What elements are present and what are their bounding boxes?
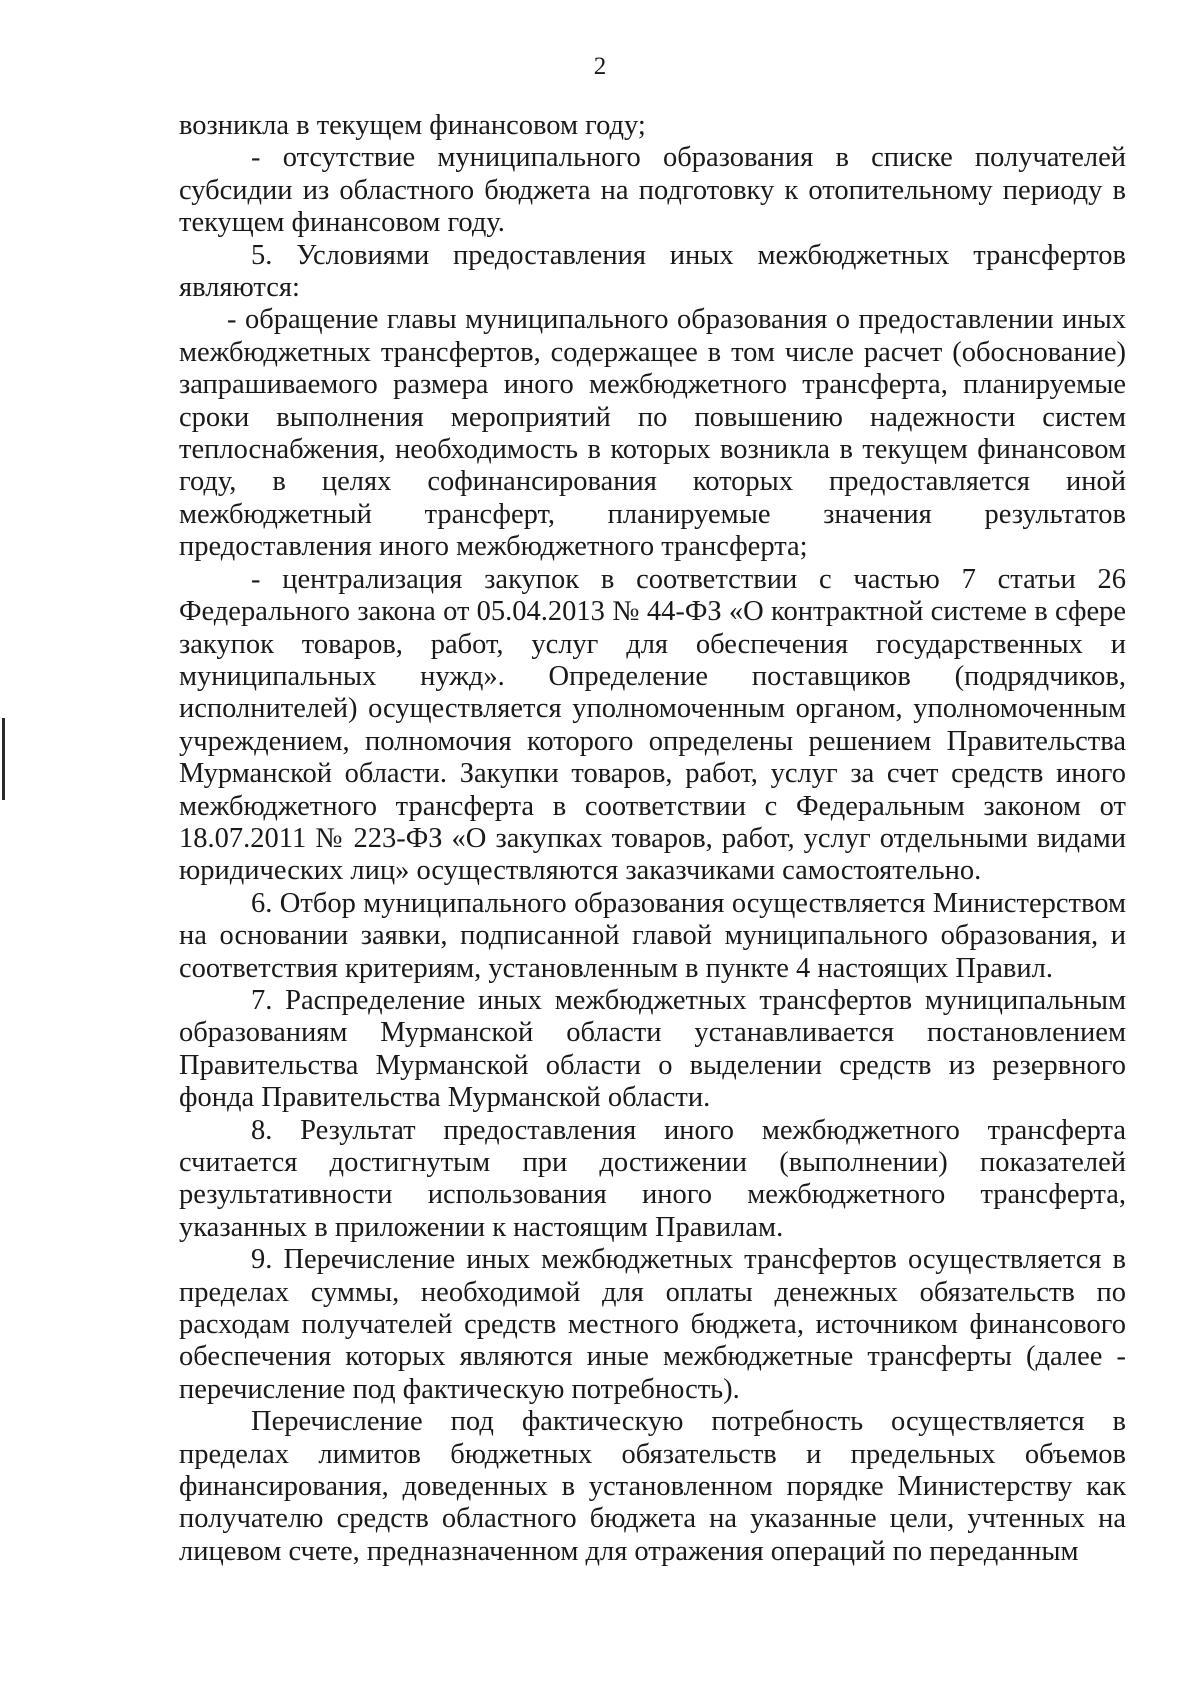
paragraph-transfer-limits: Перечисление под фактическую потребность осуществляется в пределах лимитов бюджетных обязательств и предельных объемов финансирования, доведенных в установленном порядке Министерству как получателю средств областного бюджета на указанные цели, учтенных на лицевом счете, предназначенном для отражения операций по переданным <box>179 1406 1126 1567</box>
paragraph-centralization-of-purchases: - централизация закупок в соответствии с частью 7 статьи 26 Федерального закона от 05.04.2013 № 44-ФЗ «О контрактной системе в сфере закупок товаров, работ, услуг для обеспечения государственных и муниципальных нужд». Определение поставщиков (подрядчиков, исполнителей) осуществляется уполномоченным органом, уполномоченным учреждением, полномочия которого определены решением Правительства Мурманской области. Закупки товаров, работ, услуг за счет средств иного межбюджетного трансферта в соответствии с Федеральным законом от 18.07.2011 № 223-ФЗ «О закупках товаров, работ, услуг отдельными видами юридических лиц» осуществляются заказчиками самостоятельно. <box>179 563 1126 887</box>
paragraph-criterion-absence: - отсутствие муниципального образования в списке получателей субсидии из областного бюджета на подготовку к отопительному периоду в текущем финансовом году. <box>179 142 1126 239</box>
page-number: 2 <box>593 53 607 80</box>
paragraph-6-selection: 6. Отбор муниципального образования осуществляется Министерством на основании заявки, подписанной главой муниципального образования, и соответствия критериям, установленным в пункте 4 настоящих Правил. <box>179 887 1126 984</box>
paragraph-continuation: возникла в текущем финансовом году; <box>179 110 646 141</box>
document-body <box>179 110 1126 1568</box>
scan-edge-mark <box>2 718 5 800</box>
paragraph-request-of-head: - обращение главы муниципального образования о предоставлении иных межбюджетных трансфертов, содержащее в том числе расчет (обоснование) запрашиваемого размера иного межбюджетного трансферта, планируемые сроки выполнения мероприятий по повышению надежности систем теплоснабжения, необходимость в которых возникла в текущем финансовом году, в целях софинансирования которых предоставляется иной межбюджетный трансферт, планируемые значения результатов предоставления иного межбюджетного трансферта; <box>179 304 1126 563</box>
paragraph-7-distribution: 7. Распределение иных межбюджетных трансфертов муниципальным образованиям Мурманской области устанавливается постановлением Правительства Мурманской области о выделении средств из резервного фонда Правительства Мурманской области. <box>179 984 1126 1114</box>
paragraph-5-conditions: 5. Условиями предоставления иных межбюджетных трансфертов являются: <box>179 239 1126 304</box>
paragraph-9-transfer: 9. Перечисление иных межбюджетных трансфертов осуществляется в пределах суммы, необходимой для оплаты денежных обязательств по расходам получателей средств местного бюджета, источником финансового обеспечения которых являются иные межбюджетные трансферты (далее - перечисление под фактическую потребность). <box>179 1244 1126 1405</box>
paragraph-8-result: 8. Результат предоставления иного межбюджетного трансферта считается достигнутым при достижении (выполнении) показателей результативности использования иного межбюджетного трансферта, указанных в приложении к настоящим Правилам. <box>179 1114 1126 1243</box>
